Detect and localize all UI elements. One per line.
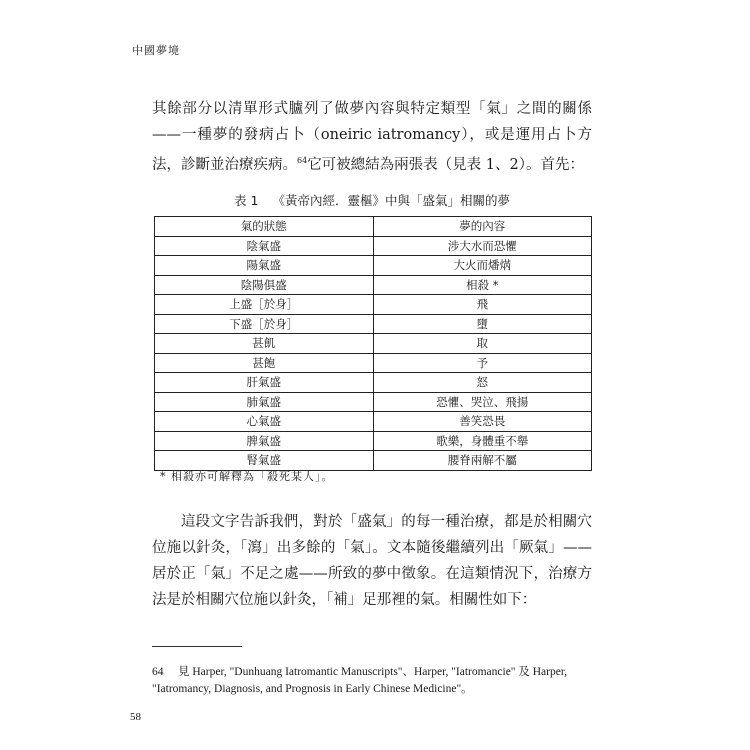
paragraph-body: 這段文字告訴我們，對於「盛氣」的每一種治療，都是於相關穴位施以針灸，「瀉」出多餘的「氣」。文本隨後繼續列出「厥氣」——居於正「氣」不足之處——所致的夢中徵象。在這類情況下，治療方法是於相關穴位施以針灸，「補」足那裡的氣。相關性如下：	[152, 514, 592, 608]
table-row	[155, 334, 592, 354]
paragraph-intro	[152, 96, 592, 178]
qi-state-cell: 肝氣盛	[155, 373, 374, 393]
dream-content-cell: 大火而燔焫	[373, 256, 592, 276]
qi-state-cell: 脾氣盛	[155, 431, 374, 451]
header-qi-state: 氣的狀態	[155, 217, 374, 237]
running-title: 中國夢境	[132, 44, 180, 57]
footnote-divider	[152, 646, 242, 647]
dream-qi-table	[154, 216, 592, 471]
table-caption-title: 《黃帝內經．靈樞》中與「盛氣」相關的夢	[272, 193, 510, 208]
table-note: * 相殺亦可解釋為「殺死某人」。	[160, 470, 334, 483]
qi-state-cell: 心氣盛	[155, 412, 374, 432]
table-row	[155, 295, 592, 315]
table-row	[155, 256, 592, 276]
dream-content-cell: 涉大水而恐懼	[373, 236, 592, 256]
qi-state-cell: 下盛［於身］	[155, 314, 374, 334]
table-row	[155, 314, 592, 334]
qi-state-cell: 陰陽俱盛	[155, 275, 374, 295]
qi-state-cell: 上盛［於身］	[155, 295, 374, 315]
table-row	[155, 373, 592, 393]
header-dream-content: 夢的內容	[373, 217, 592, 237]
table-caption	[152, 191, 592, 209]
table-row	[155, 431, 592, 451]
table-row	[155, 275, 592, 295]
qi-state-cell: 肺氣盛	[155, 392, 374, 412]
qi-state-cell: 陰氣盛	[155, 236, 374, 256]
dream-content-cell: 取	[373, 334, 592, 354]
qi-state-cell: 甚飽	[155, 353, 374, 373]
table-row	[155, 236, 592, 256]
dream-content-cell: 善笑恐畏	[373, 412, 592, 432]
footnote-ref[interactable]: 64	[297, 156, 308, 165]
table-header-row	[155, 217, 592, 237]
qi-state-cell: 甚飢	[155, 334, 374, 354]
footnote	[152, 664, 592, 698]
qi-state-cell: 陽氣盛	[155, 256, 374, 276]
dream-content-cell: 恐懼、哭泣、飛揚	[373, 392, 592, 412]
table-caption-number: 表 1	[234, 193, 259, 208]
dream-content-cell: 腰脊兩解不屬	[373, 451, 592, 471]
paragraph-intro-text: 其餘部分以清單形式臚列了做夢內容與特定類型「氣」之間的關係——一種夢的發病占卜（oneiric iatromancy），或是運用占卜方法，診斷並治療疾病。	[152, 101, 592, 173]
table-row	[155, 412, 592, 432]
dream-content-cell: 墮	[373, 314, 592, 334]
qi-state-cell: 腎氣盛	[155, 451, 374, 471]
footnote-number: 64	[152, 666, 164, 678]
footnote-text: 見 Harper, "Dunhuang Iatromantic Manuscripts"、Harper, "Iatromancie" 及 Harper, "Iatromancy, Diagnosis, and Prognosis in Early Chinese Medicine"。	[152, 666, 568, 695]
page-number: 58	[130, 711, 141, 723]
dream-content-cell: 予	[373, 353, 592, 373]
dream-content-cell: 飛	[373, 295, 592, 315]
paragraph-intro-tail: 它可被總結為兩張表（見表 1、2）。首先：	[307, 157, 584, 173]
dream-content-cell: 怒	[373, 373, 592, 393]
table-row	[155, 353, 592, 373]
dream-content-cell: 歌樂，身體重不舉	[373, 431, 592, 451]
table-row	[155, 392, 592, 412]
dream-content-cell: 相殺 *	[373, 275, 592, 295]
